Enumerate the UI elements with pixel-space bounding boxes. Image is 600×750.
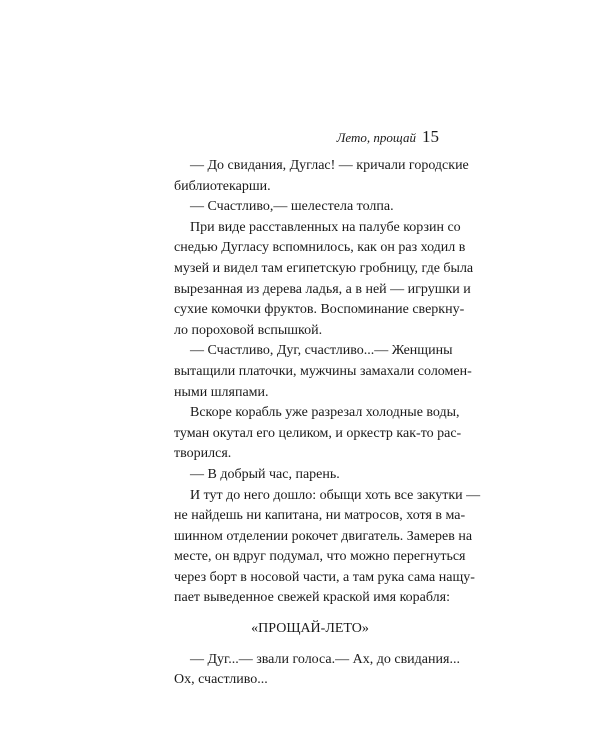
text-line: Вскоре корабль уже разрезал холодные воды,: [190, 405, 460, 421]
text-line: музей и видел там египетскую гробницу, где была: [174, 260, 474, 276]
text-line: шинном отделении рокочет двигатель. Замерев на: [174, 528, 473, 544]
text-line: ло пороховой вспышкой.: [174, 322, 323, 338]
text-line: ными шляпами.: [174, 384, 269, 400]
text-line: сухие комочки фруктов. Воспоминание сверкну-: [174, 302, 465, 318]
text-line: туман окутал его целиком, и оркестр как-то рас-: [174, 425, 462, 441]
spacer: [174, 640, 446, 650]
text-line: через борт в носовой части, а там рука сама нащу-: [174, 569, 475, 585]
text-line: не найдешь ни капитана, ни матросов, хотя в ма-: [174, 508, 466, 524]
page-body: [174, 156, 481, 691]
page-number: 15: [422, 127, 439, 146]
text-line: — Дуг...— звали голоса.— Ах, до свидания...: [190, 651, 460, 667]
spacer: [174, 609, 446, 619]
text-line: месте, он вдруг подумал, что можно перегнуться: [174, 549, 466, 565]
running-header: [337, 127, 439, 147]
text-line: — В добрый час, парень.: [190, 466, 340, 482]
text-line: И тут до него дошло: обыщи хоть все закутки —: [190, 487, 481, 503]
text-line: снедью Дугласу вспомнилось, как он раз ходил в: [174, 240, 466, 256]
text-line: пает выведенное свежей краской имя корабля:: [174, 590, 450, 606]
running-title: Лето, прощай: [336, 130, 416, 145]
text-line: Ох, счастливо...: [174, 672, 268, 688]
ship-name-line: «ПРОЩАЙ-ЛЕТО»: [251, 621, 369, 637]
text-line: — Счастливо, Дуг, счастливо...— Женщины: [190, 343, 453, 359]
text-line: — Счастливо,— шелестела толпа.: [190, 199, 394, 215]
text-line: творился.: [174, 446, 232, 462]
text-line: При виде расставленных на палубе корзин со: [190, 219, 461, 235]
text-line: вырезанная из дерева ладья, а в ней — игрушки и: [174, 281, 471, 297]
text-line: библиотекарши.: [174, 178, 271, 194]
text-line: — До свидания, Дуглас! — кричали городские: [190, 158, 469, 173]
text-line: вытащили платочки, мужчины замахали соломен-: [174, 363, 472, 379]
